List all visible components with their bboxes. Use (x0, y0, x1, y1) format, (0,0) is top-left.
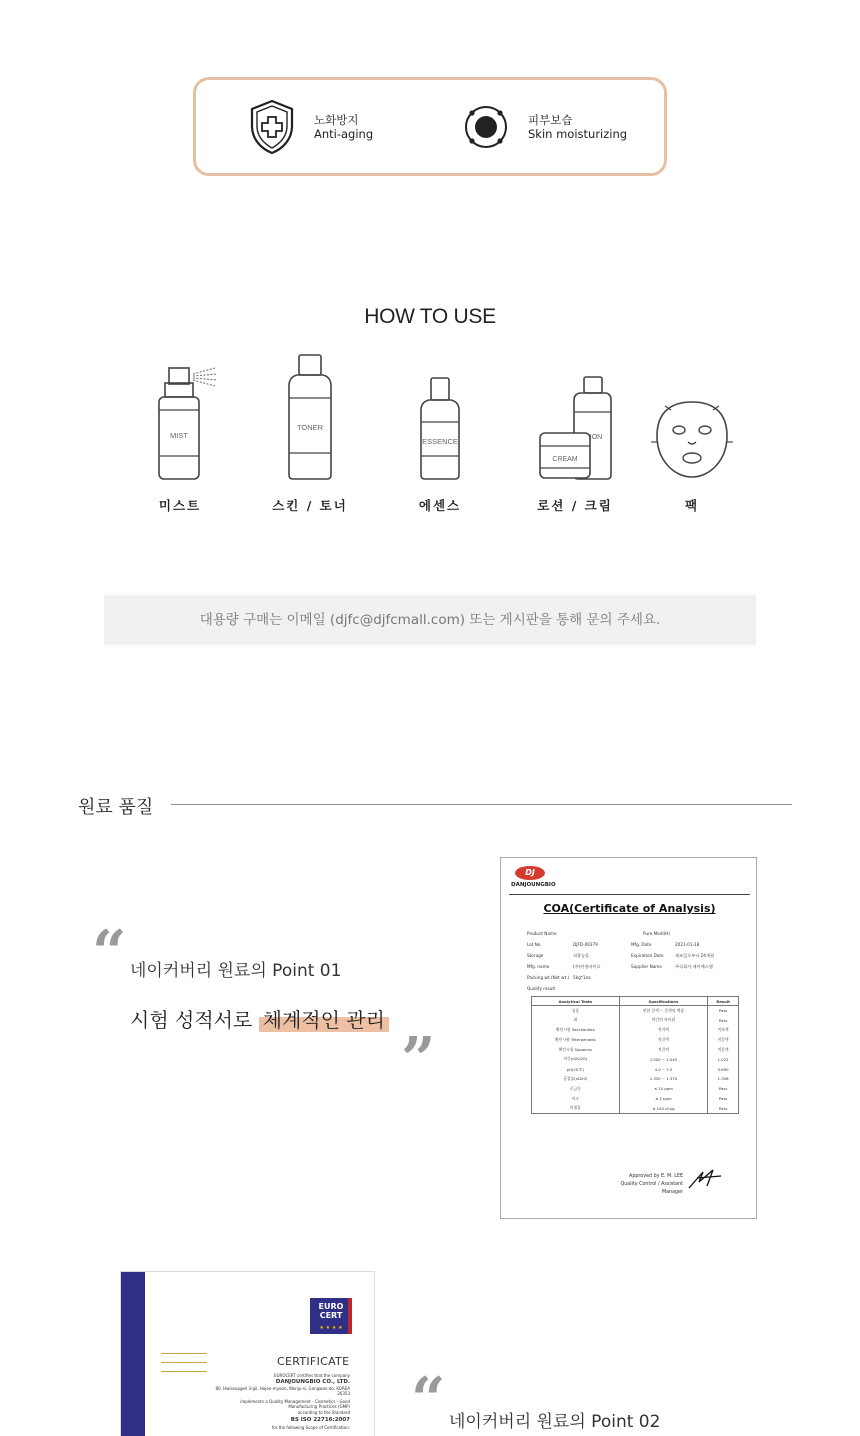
certificate-title: CERTIFICATE (277, 1355, 350, 1368)
certificate-text: for the following Scope of Certification: (271, 1425, 350, 1430)
mist-bottle-icon (115, 350, 245, 485)
table-header: Analytical Tests (532, 997, 620, 1006)
mist-bottle-text: MIST (170, 431, 188, 440)
coa-brand: DANJOUNGBIO (511, 882, 556, 888)
point-02-label: 네이커버리 원료의 Point 02 (449, 1412, 661, 1432)
cream-jar-text: CREAM (552, 456, 578, 463)
coa-value: 직광높음 (573, 953, 590, 958)
table-cell: 성상 (532, 1006, 620, 1016)
table-row (532, 1074, 739, 1084)
table-cell: 취 (532, 1015, 620, 1025)
step-mask-pack (627, 350, 757, 513)
table-cell: 확인시험 Saponins (532, 1045, 620, 1055)
table-cell: pH(25℃) (532, 1064, 620, 1074)
step-label: 미스트 (158, 498, 202, 513)
lotion-cream-icon (510, 350, 640, 485)
coa-value: (주)단정바이오 (573, 964, 601, 969)
table-cell: 약간의 특이취 (619, 1015, 708, 1025)
table-cell: 비중(d20/20) (532, 1054, 620, 1064)
badge-red-bar (348, 1298, 352, 1334)
table-cell: 확인시험 Triterpenoids (532, 1035, 620, 1045)
coa-field: Mfg. name (527, 964, 550, 969)
table-cell: 연한 갈색 ~ 갈색의 액상 (619, 1006, 708, 1016)
table-row (532, 1094, 739, 1104)
djfc-logo: DJ (515, 866, 545, 880)
bulk-purchase-notice: 대용량 구매는 이메일 (djfc@djfcmall.com) 또는 게시판을 통해 문의 주세요. (104, 595, 756, 645)
coa-value: DJFD-00379 (573, 942, 598, 947)
step-label: 팩 (684, 498, 700, 513)
table-row (532, 1045, 739, 1055)
benefit-ko: 노화방지 (314, 112, 359, 127)
essence-bottle-icon (375, 350, 505, 485)
table-cell: 5.890 (708, 1064, 739, 1074)
coa-document-image (500, 857, 757, 1219)
table-cell: 적자색 (708, 1025, 739, 1035)
eu-stars-icon: ★ ★ ★ ★ (319, 1325, 343, 1331)
step-toner (245, 350, 375, 513)
essence-bottle-text: ESSENCE (422, 437, 458, 446)
open-quote-icon: “ (411, 1365, 446, 1435)
table-row (532, 1006, 739, 1016)
table-cell: 적갈색 (619, 1035, 708, 1045)
table-header: Specifications (619, 997, 708, 1006)
coa-approval (603, 1173, 683, 1197)
table-cell: 비소 (532, 1094, 620, 1104)
step-lotion-cream (510, 350, 640, 513)
table-row (532, 1103, 739, 1113)
table-row (532, 1025, 739, 1035)
table-cell: 1.000 ~ 1.040 (619, 1054, 708, 1064)
coa-field: Supplier Name (631, 964, 662, 969)
open-quote-icon: “ (92, 918, 127, 988)
table-cell: 굴절률(nD20) (532, 1074, 620, 1084)
table-cell: 중금속 (532, 1084, 620, 1094)
certificate-text: 26353 (337, 1391, 350, 1396)
headline-highlight: 체계적인 관리 (259, 1008, 389, 1032)
step-essence (375, 350, 505, 513)
table-cell: Pass (708, 1094, 739, 1104)
coa-field: Storage (527, 953, 544, 958)
table-cell: 적갈색 (708, 1035, 739, 1045)
toner-bottle-text: TONER (296, 423, 324, 432)
coa-value: 5kg*1ea (573, 975, 591, 980)
gold-rule (161, 1371, 207, 1372)
coa-value: 주식회사 케이에스엠 (675, 964, 713, 969)
table-row (532, 1015, 739, 1025)
badge-line: CERT (319, 1311, 343, 1320)
coa-field: Product Name (527, 931, 557, 936)
benefit-ko: 피부보습 (528, 112, 573, 127)
certificate-text: EUROCERT certifies that the company (274, 1373, 350, 1378)
table-cell: ≤ 10 ppm (619, 1084, 708, 1094)
how-to-use-title: HOW TO USE (364, 305, 496, 328)
table-cell: 1.330 ~ 1.370 (619, 1074, 708, 1084)
coa-title: COA(Certificate of Analysis) (543, 902, 716, 915)
coa-value: 2021-01-18 (675, 942, 700, 947)
table-cell: 적갈색 (619, 1045, 708, 1055)
signature-icon (687, 1168, 723, 1190)
certificate-image (120, 1271, 375, 1436)
certificate-company: DANJOUNGBIO CO., LTD. (275, 1379, 350, 1385)
certificate-text: Manufacturing Practices (GMP) (288, 1404, 350, 1409)
approved-by: Approved by E. M. LEE (629, 1174, 683, 1179)
point-01-label: 네이커버리 원료의 Point 01 (130, 961, 342, 981)
table-header: Result (708, 997, 739, 1006)
gold-rule (161, 1353, 207, 1354)
table-row (532, 1054, 739, 1064)
benefit-en: Anti-aging (314, 126, 374, 141)
step-mist (115, 350, 245, 513)
table-cell: 1.358 (708, 1074, 739, 1084)
table-cell: 미생물 (532, 1103, 620, 1113)
table-cell: 적자색 (619, 1025, 708, 1035)
face-mask-icon (627, 350, 757, 485)
eurocert-badge (310, 1298, 352, 1334)
table-cell: 1.022 (708, 1054, 739, 1064)
coa-field: Packing wt.(Net wt.) (527, 975, 570, 980)
approver-title: Quality Control / Assistant Manager (620, 1182, 683, 1195)
certificate-standard: BS ISO 22716:2007 (290, 1417, 350, 1423)
table-row (532, 1035, 739, 1045)
coa-field: Quality result (527, 986, 556, 991)
benefits-box (193, 77, 667, 176)
table-cell: Pass (708, 1084, 739, 1094)
table-cell: Pass (708, 1015, 739, 1025)
close-quote-icon: ” (401, 1025, 436, 1095)
toner-bottle-icon (245, 350, 375, 485)
coa-field: Expiration Date (631, 953, 664, 958)
coa-field: Lot No. (527, 942, 542, 947)
point-01-headline (130, 1004, 389, 1033)
table-cell: 4.0 ~ 7.0 (619, 1064, 708, 1074)
lotion-bottle-text: ION (589, 434, 603, 441)
coa-value: 제조일로부터 24개월 (675, 953, 715, 958)
table-cell: Pass (708, 1006, 739, 1016)
table-cell: ≤ 2 ppm (619, 1094, 708, 1104)
section-divider (171, 804, 792, 805)
benefit-skin-moisturizing (462, 80, 627, 173)
coa-header-rule (509, 894, 750, 895)
certificate-text: implements a Quality Management - Cosmetics - Good (240, 1399, 350, 1404)
table-cell: Pass (708, 1103, 739, 1113)
table-cell: 적갈색 (708, 1045, 739, 1055)
benefit-en: Skin moisturizing (528, 126, 628, 141)
certificate-text: according to the Standard (297, 1410, 350, 1415)
certificate-stripe (121, 1272, 145, 1436)
table-cell: 확인시험 Saccharides (532, 1025, 620, 1035)
coa-results-table (531, 996, 739, 1114)
section-title: 원료 품질 (78, 797, 154, 818)
table-cell: ≤ 100 cfu/g (619, 1103, 708, 1113)
certificate-text: 80, Hwiseopgeil 3-gil, Hojeo-myeon, Wonju-si, Gangwon-do, KOREA (215, 1386, 350, 1391)
table-row (532, 1064, 739, 1074)
step-label: 스킨 / 토너 (272, 498, 348, 513)
coa-field: Mfg. Date (631, 942, 652, 947)
table-row (532, 1084, 739, 1094)
gold-rule (161, 1362, 207, 1363)
coa-value: Pure Medi(H) (643, 931, 671, 936)
orbit-dot-icon (462, 103, 510, 151)
badge-line: EURO (318, 1302, 344, 1311)
benefit-anti-aging (248, 80, 373, 173)
step-label: 에센스 (418, 498, 462, 513)
step-label: 로션 / 크림 (537, 498, 613, 513)
shield-cross-icon (248, 98, 296, 156)
headline-prefix: 시험 성적서로 (130, 1008, 259, 1032)
